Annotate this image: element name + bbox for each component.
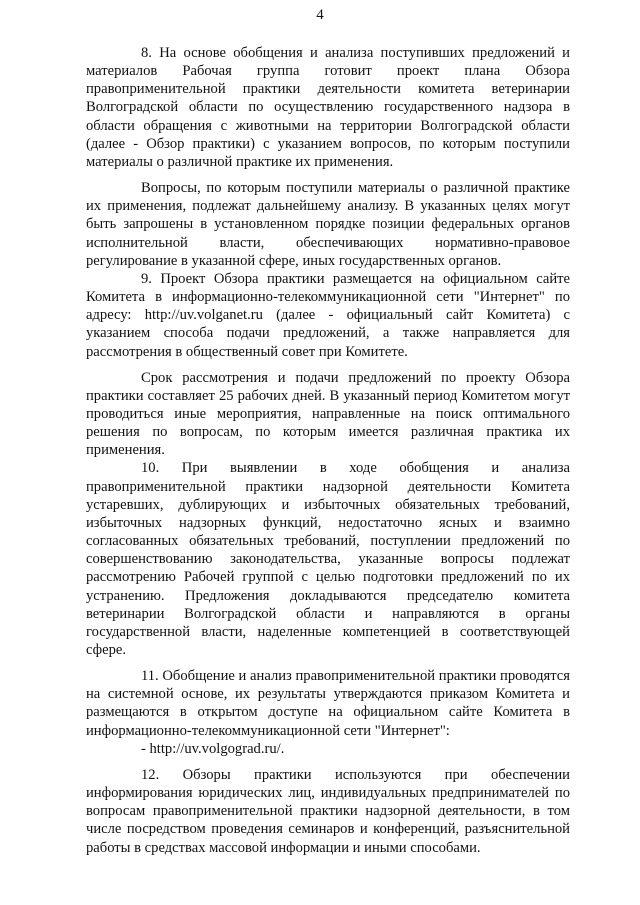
- paragraph-questions-analysis: Вопросы, по которым поступили материалы о различной практике их применения, подлежат дальнейшему анализу. В указанных целях могут быть запрошены в установленном порядке позиции федеральных органов исполнительной власти, обеспечивающих нормативно-правовое регулирование в указанной сфере, иных государственных органов.: [86, 180, 570, 269]
- page-number: 4: [316, 7, 324, 23]
- paragraph-item-8: 8. На основе обобщения и анализа поступивших предложений и материалов Рабочая группа готовит проект плана Обзора правоприменительной практики деятельности комитета ветеринарии Волгоградской области по осуществлению государственного надзора в области обращения с животными на территории Волгоградской области (далее - Обзор практики) с указанием вопросов, по которым поступили материалы о различной практике их применения.: [86, 45, 570, 170]
- paragraph-item-10: 10. При выявлении в ходе обобщения и анализа правоприменительной практики надзорной деятельности Комитета устаревших, дублирующих и избыточных обязательных требований, избыточных надзорных функций, недостаточно ясных и взаимно согласованных обязательных требований, поступлении предложений по совершенствованию законодательства, указанные вопросы подлежат рассмотрению Рабочей группой с целью подготовки предложений по их устранению. Предложения докладываются председателю комитета ветеринарии Волгоградской области и направляются в органы государственной власти, наделенные компетенцией в соответствующей сфере.: [86, 460, 570, 658]
- paragraph-item-11: 11. Обобщение и анализ правоприменительной практики проводятся на системной основе, их результаты утверждаются приказом Комитета и размещаются в открытом доступе на официальном сайте Комитета в информационно-телекоммуникационной сети "Интернет":: [86, 668, 570, 739]
- paragraph-review-period: Срок рассмотрения и подачи предложений по проекту Обзора практики составляет 25 рабочих дней. В указанный период Комитетом могут проводиться иные мероприятия, направленные на поиск оптимального решения по вопросам, по которым имеется различная практика их применения.: [86, 369, 570, 459]
- paragraph-item-9: 9. Проект Обзора практики размещается на официальном сайте Комитета в информационно-телекоммуникационной сети "Интернет" по адресу: http://uv.volganet.ru (далее - официальный сайт Комитета) с указанием способа подачи предложений, а также направляется для рассмотрения в общественный совет при Комитете.: [86, 270, 570, 360]
- paragraph-website-link: - http://uv.volgograd.ru/.: [141, 740, 285, 757]
- paragraph-item-12: 12. Обзоры практики используются при обеспечении информирования юридических лиц, индивидуальных предпринимателей по вопросам правоприменительной практики надзорной деятельности, в том числе посредством проведения семинаров и конференций, разъяснительной работы в средствах массовой информации и иными способами.: [86, 766, 570, 856]
- document-body: [86, 44, 570, 857]
